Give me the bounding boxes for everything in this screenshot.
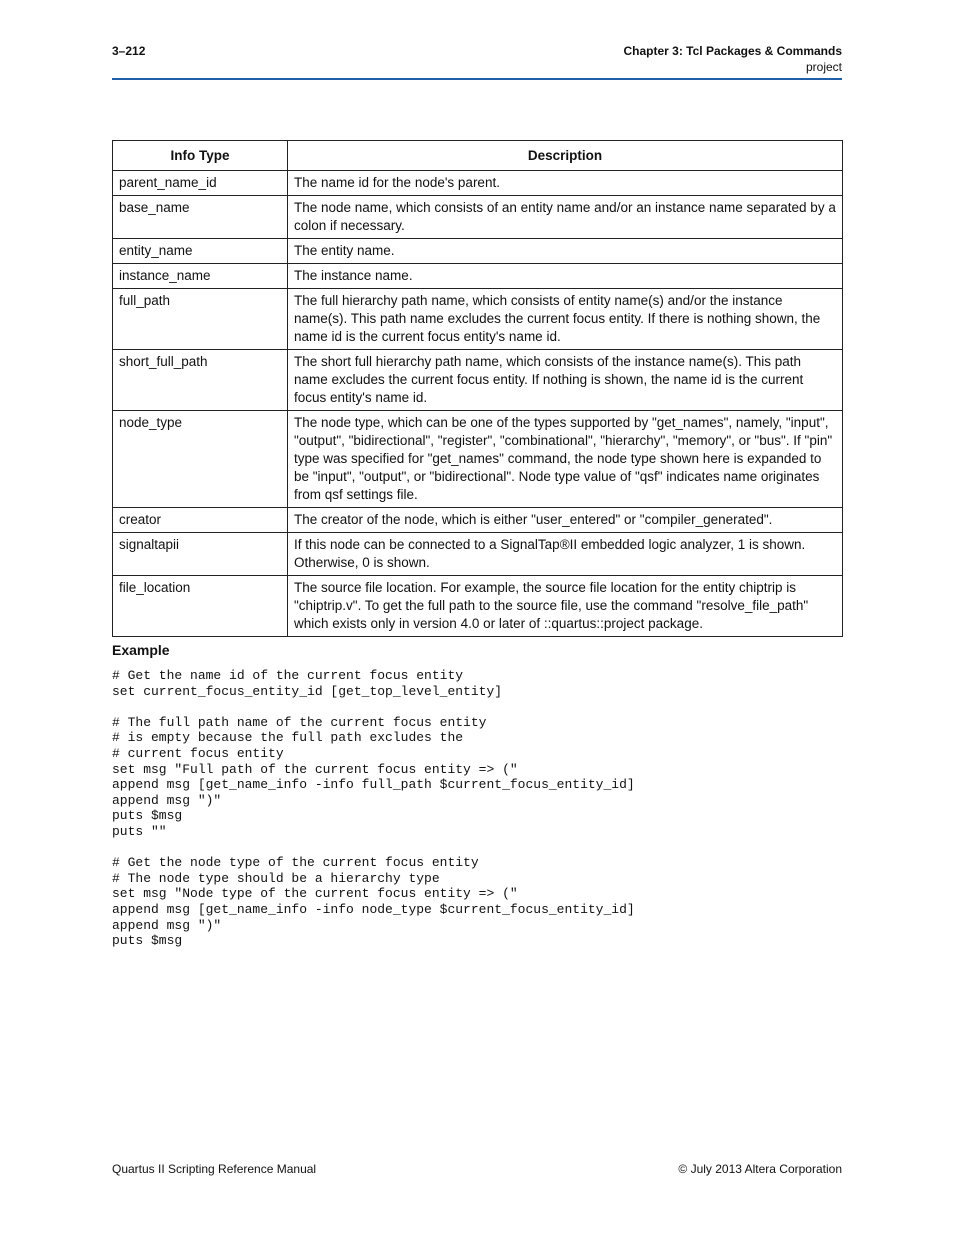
info-type-cell: file_location [113, 576, 288, 637]
page-header [112, 40, 842, 80]
table-row [113, 533, 843, 576]
description-cell: If this node can be connected to a SignalTap®II embedded logic analyzer, 1 is shown. Otherwise, 0 is shown. [288, 533, 843, 576]
info-type-cell: signaltapii [113, 533, 288, 576]
table-row [113, 196, 843, 239]
description-cell: The creator of the node, which is either "user_entered" or "compiler_generated". [288, 508, 843, 533]
column-header-description: Description [288, 141, 843, 171]
section-title: project [805, 60, 842, 74]
info-type-cell: parent_name_id [113, 171, 288, 196]
table-row [113, 239, 843, 264]
table-row [113, 411, 843, 508]
description-cell: The source file location. For example, the source file location for the entity chiptrip is "chiptrip.v". To get the full path to the source file, use the command "resolve_file_path" which exists only in version 4.0 or later of ::quartus::project package. [288, 576, 843, 637]
example-code-block: # Get the name id of the current focus entity set current_focus_entity_id [get_top_level_entity] # The full path name of the current focus entity # is empty because the full path excludes the # current focus entity set msg "Full path of the current focus entity => (" append msg [get_name_info -info full_path $current_focus_entity_id] append msg ")" puts $msg puts "" # Get the node type of the current focus entity # The node type should be a hierarchy type set msg "Node type of the current focus entity => (" append msg [get_name_info -info node_type $current_focus_entity_id] append msg ")" puts $msg [112, 668, 635, 949]
info-type-cell: base_name [113, 196, 288, 239]
info-type-cell: short_full_path [113, 350, 288, 411]
info-type-cell: creator [113, 508, 288, 533]
column-header-info-type: Info Type [113, 141, 288, 171]
info-type-table [112, 140, 843, 637]
description-cell: The short full hierarchy path name, which consists of the instance name(s). This path name excludes the current focus entity. If nothing is shown, the name id is the current focus entity's name id. [288, 350, 843, 411]
page-number: 3–212 [112, 44, 146, 58]
description-cell: The entity name. [288, 239, 843, 264]
table-row [113, 171, 843, 196]
table-row [113, 350, 843, 411]
description-cell: The instance name. [288, 264, 843, 289]
description-cell: The node type, which can be one of the types supported by "get_names", namely, "input", "output", "bidirectional", "register", "combinational", "hierarchy", "memory", or "bus". If "pin" type was specified for "get_names" command, the node type shown here is expanded to be "input", "output", or "bidirectional". Node type value of "qsf" indicates name originates from qsf settings file. [288, 411, 843, 508]
table-row [113, 289, 843, 350]
info-type-cell: full_path [113, 289, 288, 350]
chapter-title: Chapter 3: Tcl Packages & Commands [623, 44, 842, 58]
info-type-cell: instance_name [113, 264, 288, 289]
description-cell: The full hierarchy path name, which consists of entity name(s) and/or the instance name(s). This path name excludes the current focus entity. If there is nothing shown, the name id is the current focus entity's name id. [288, 289, 843, 350]
info-type-cell: entity_name [113, 239, 288, 264]
table-row [113, 264, 843, 289]
footer-manual-title: Quartus II Scripting Reference Manual [112, 1162, 317, 1176]
description-cell: The name id for the node's parent. [288, 171, 843, 196]
table-row [113, 508, 843, 533]
table-header-row [113, 141, 843, 171]
table-row [113, 576, 843, 637]
footer-copyright: © July 2013 Altera Corporation [678, 1162, 842, 1176]
info-type-cell: node_type [113, 411, 288, 508]
description-cell: The node name, which consists of an entity name and/or an instance name separated by a colon if necessary. [288, 196, 843, 239]
example-heading: Example [112, 642, 170, 658]
